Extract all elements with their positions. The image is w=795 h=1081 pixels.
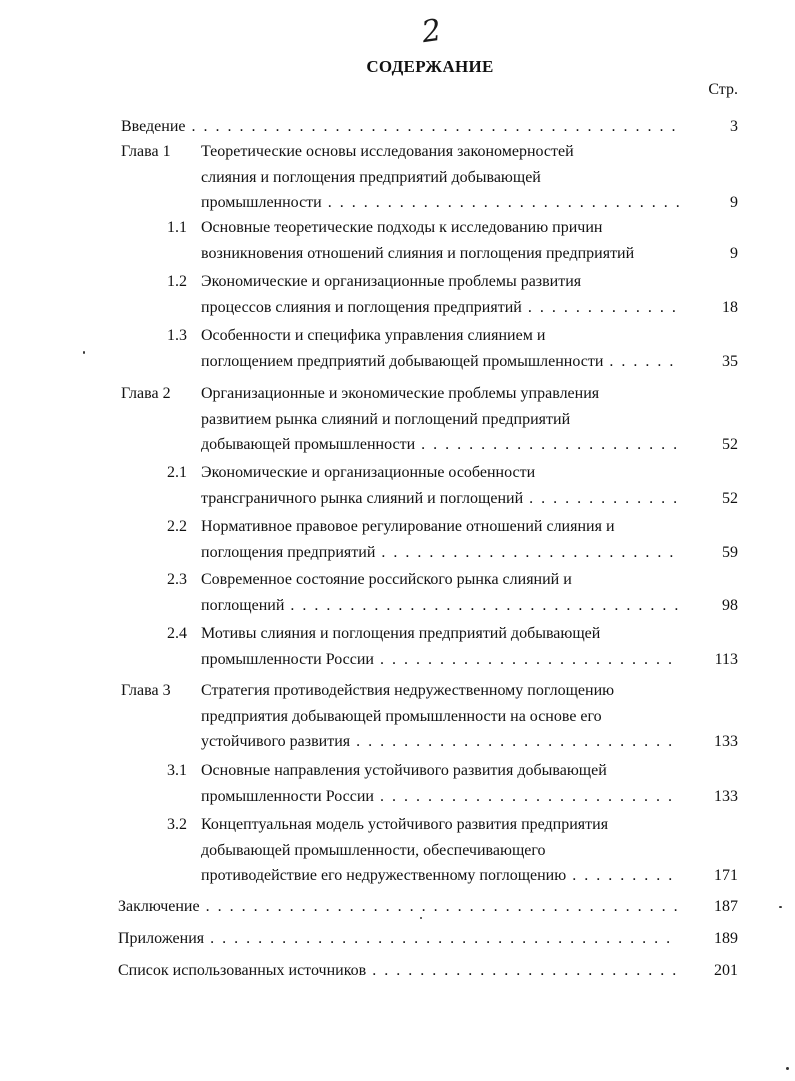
toc-entry-line-text: процессов слияния и поглощения предприятий bbox=[201, 298, 522, 316]
dot-leader bbox=[204, 930, 678, 947]
scan-speck bbox=[420, 917, 422, 919]
toc-entry bbox=[0, 269, 795, 324]
toc-entry-line bbox=[201, 567, 681, 593]
toc-entry-page: 3 bbox=[730, 118, 738, 135]
toc-entry bbox=[0, 323, 795, 378]
toc-entry-page: 52 bbox=[722, 489, 738, 507]
toc-entry-line bbox=[201, 486, 681, 512]
toc-entry-line-text: Концептуальная модель устойчивого развития предприятия bbox=[201, 816, 609, 833]
toc-entry-title bbox=[201, 139, 681, 216]
toc-entry-page: 187 bbox=[714, 898, 738, 915]
toc-entry-number: 3.2 bbox=[167, 816, 187, 833]
toc-entry-line bbox=[201, 540, 681, 566]
toc-entry-line bbox=[118, 894, 678, 920]
toc-entry-line-text: Основные теоретические подходы к исследованию причин bbox=[201, 219, 603, 236]
toc-entry-line-text: предприятия добывающей промышленности на основе его bbox=[201, 707, 602, 725]
toc-entry-line-text: Нормативное правовое регулирование отношений слияния и bbox=[201, 518, 615, 535]
toc-entry-title bbox=[201, 567, 681, 618]
toc-entry-line bbox=[201, 758, 681, 784]
toc-entry-line bbox=[201, 241, 693, 267]
toc-entry-line-text: трансграничного рынка слияний и поглощений bbox=[201, 489, 524, 507]
toc-entry-page: 9 bbox=[730, 244, 738, 262]
toc-entry-title bbox=[201, 514, 681, 565]
toc-entry-title bbox=[201, 215, 693, 266]
toc-entry-line-text: Основные направления устойчивого развития добывающей bbox=[201, 762, 607, 779]
toc-entry-number: Глава 2 bbox=[121, 385, 171, 402]
toc-entry-line-text: слияния и поглощения предприятий добывающей bbox=[201, 168, 541, 186]
page-column-header: Стр. bbox=[708, 81, 738, 98]
toc-entry-line-text: поглощением предприятий добывающей промышленности bbox=[201, 352, 604, 370]
toc-entry-line bbox=[201, 704, 681, 730]
dot-leader bbox=[523, 490, 681, 507]
toc-entry bbox=[0, 514, 795, 569]
toc-entry-number: 2.1 bbox=[167, 464, 187, 481]
toc-entry-line bbox=[201, 514, 681, 540]
toc-entry-page: 35 bbox=[722, 352, 738, 370]
dot-leader bbox=[374, 788, 681, 805]
toc-entry bbox=[0, 678, 795, 759]
toc-entry-line-text: Приложения bbox=[118, 930, 205, 947]
toc-entry-title bbox=[121, 114, 681, 140]
toc-entry bbox=[0, 926, 795, 956]
toc-entry-line-text: поглощений bbox=[201, 596, 285, 614]
toc-entry-page: 189 bbox=[714, 930, 738, 947]
toc-entry bbox=[0, 381, 795, 462]
toc-entry-line bbox=[201, 165, 681, 191]
toc-entry-line-text: промышленности России bbox=[201, 650, 374, 668]
toc-entry-line bbox=[201, 269, 681, 295]
dot-leader bbox=[566, 867, 681, 884]
toc-entry-title bbox=[201, 678, 681, 755]
toc-entry-line bbox=[201, 295, 681, 321]
toc-entry-line-text: развитием рынка слияний и поглощений предприятий bbox=[201, 410, 571, 428]
dot-leader bbox=[322, 194, 681, 211]
toc-entry bbox=[0, 812, 795, 893]
toc-entry-number: Глава 3 bbox=[121, 682, 171, 699]
dot-leader bbox=[366, 962, 678, 979]
toc-entry-line-text: добывающей промышленности bbox=[201, 436, 416, 453]
toc-entry-page: 59 bbox=[722, 543, 738, 561]
toc-entry-line-text: противодействие его недружественному поглощению bbox=[201, 867, 567, 884]
scan-speck bbox=[779, 906, 782, 908]
toc-entry-line-text: Особенности и специфика управления слиянием и bbox=[201, 327, 546, 344]
dot-leader bbox=[375, 544, 681, 561]
toc-entry bbox=[0, 567, 795, 622]
dot-leader bbox=[186, 118, 682, 135]
dot-leader bbox=[374, 651, 681, 668]
toc-entry-line bbox=[201, 838, 681, 864]
toc-entry-line-text: добывающей промышленности, обеспечивающего bbox=[201, 841, 546, 859]
toc-entry-line-text: Мотивы слияния и поглощения предприятий добывающей bbox=[201, 625, 601, 642]
toc-entry-page: 133 bbox=[714, 733, 738, 750]
toc-entry-line-text: Организационные и экономические проблемы управления bbox=[201, 385, 600, 402]
dot-leader bbox=[603, 353, 681, 370]
dot-leader bbox=[284, 597, 681, 614]
toc-entry-title bbox=[201, 323, 681, 374]
toc-entry-page: 171 bbox=[714, 867, 738, 884]
dot-leader bbox=[200, 898, 678, 915]
toc-entry-line bbox=[121, 114, 681, 140]
toc-entry-line bbox=[201, 812, 681, 838]
toc-entry-line-text: Введение bbox=[121, 118, 186, 135]
dot-leader bbox=[415, 436, 681, 453]
toc-entry-line bbox=[201, 190, 681, 216]
toc-entry-line bbox=[201, 349, 681, 375]
toc-entry-page: 18 bbox=[722, 298, 738, 316]
toc-entry-line bbox=[201, 621, 681, 647]
toc-entry-title bbox=[118, 958, 678, 984]
toc-entry-line bbox=[201, 729, 681, 755]
toc-entry-number: Глава 1 bbox=[121, 143, 171, 160]
toc-entry-title bbox=[201, 812, 681, 889]
toc-entry-line-text: Современное состояние российского рынка слияний и bbox=[201, 571, 572, 588]
toc-entry-line-text: Список использованных источников bbox=[118, 962, 367, 979]
toc-entry-number: 2.2 bbox=[167, 518, 187, 535]
dot-leader bbox=[522, 299, 681, 316]
toc-entry-line-text: устойчивого развития bbox=[201, 733, 351, 750]
toc-entry-line-text: промышленности России bbox=[201, 787, 374, 805]
toc-entry-line-text: промышленности bbox=[201, 194, 322, 211]
toc-entry-title bbox=[201, 269, 681, 320]
toc-entry-number: 1.2 bbox=[167, 273, 187, 290]
toc-entry-line bbox=[201, 863, 681, 889]
toc-entry-number: 1.1 bbox=[167, 219, 187, 236]
scan-speck bbox=[786, 1067, 789, 1070]
toc-entry bbox=[0, 139, 795, 220]
handwritten-page-number: 2 bbox=[419, 12, 444, 51]
toc-entry-line bbox=[118, 958, 678, 984]
toc-entry-line-text: поглощения предприятий bbox=[201, 543, 376, 561]
toc-entry-line bbox=[118, 926, 678, 952]
toc-entry-number: 1.3 bbox=[167, 327, 187, 344]
toc-entry-number: 2.4 bbox=[167, 625, 187, 642]
toc-entry-line bbox=[201, 407, 681, 433]
toc-entry-line-text: Стратегия противодействия недружественному поглощению bbox=[201, 682, 615, 699]
toc-entry bbox=[0, 215, 795, 270]
toc-entry-page: 201 bbox=[714, 962, 738, 979]
toc-entry-page: 98 bbox=[722, 596, 738, 614]
toc-entry-line-text: Экономические и организационные особенности bbox=[201, 464, 536, 481]
toc-entry bbox=[0, 894, 795, 924]
toc-entry-line bbox=[201, 139, 681, 165]
toc-entry-line bbox=[201, 593, 681, 619]
toc-entry-title bbox=[201, 758, 681, 809]
toc-entry-line bbox=[201, 460, 681, 486]
toc-entry-title bbox=[118, 926, 678, 952]
toc-entry-line bbox=[201, 784, 681, 810]
toc-entry-title bbox=[118, 894, 678, 920]
toc-entry-line bbox=[201, 432, 681, 458]
scan-speck bbox=[83, 351, 85, 354]
toc-entry bbox=[0, 758, 795, 813]
toc-entry bbox=[0, 621, 795, 676]
toc-entry-number: 3.1 bbox=[167, 762, 187, 779]
toc-entry-number: 2.3 bbox=[167, 571, 187, 588]
toc-entry-line bbox=[201, 647, 681, 673]
toc-entry-page: 113 bbox=[714, 650, 738, 668]
toc-entry-line bbox=[201, 215, 693, 241]
toc-entry-page: 52 bbox=[722, 436, 738, 453]
toc-entry-page: 133 bbox=[714, 787, 738, 805]
toc-entry-line-text: возникновения отношений слияния и поглощения предприятий bbox=[201, 244, 635, 262]
toc-entry bbox=[0, 460, 795, 515]
toc-entry-title bbox=[201, 381, 681, 458]
toc-entry-line bbox=[201, 678, 681, 704]
toc-entry-line-text: Экономические и организационные проблемы развития bbox=[201, 273, 582, 290]
toc-entry bbox=[0, 958, 795, 988]
toc-entry-title bbox=[201, 621, 681, 672]
toc-entry-title bbox=[201, 460, 681, 511]
toc-entry-line bbox=[201, 381, 681, 407]
toc-entry-line-text: Теоретические основы исследования закономерностей bbox=[201, 143, 574, 160]
toc-entry-page: 9 bbox=[730, 194, 738, 211]
toc-entry-line-text: Заключение bbox=[118, 898, 200, 915]
toc-entry-line bbox=[201, 323, 681, 349]
dot-leader bbox=[350, 733, 681, 750]
page-title: СОДЕРЖАНИЕ bbox=[366, 57, 494, 76]
